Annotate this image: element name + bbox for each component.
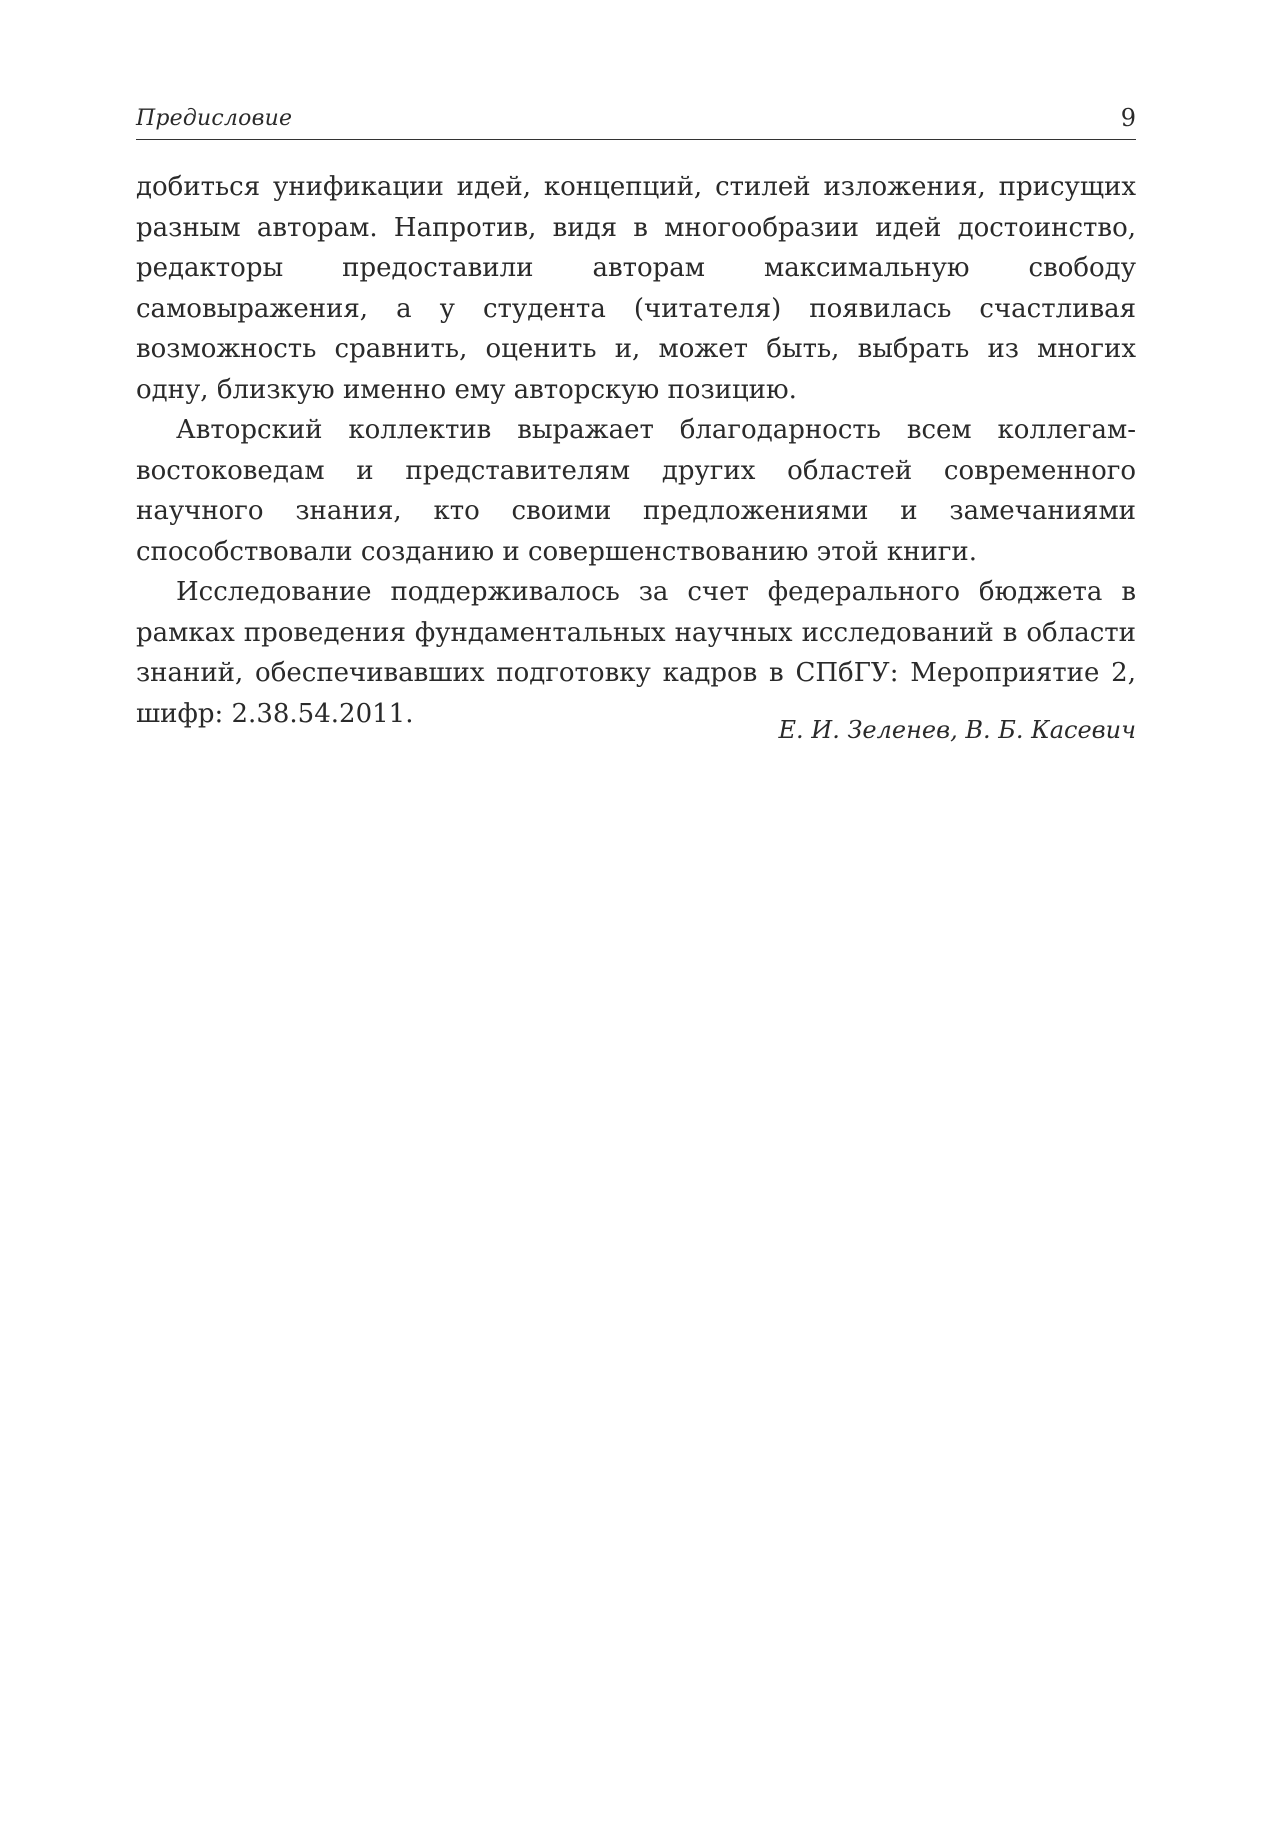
authors-signature: Е. И. Зеленев, В. Б. Касевич	[778, 716, 1136, 744]
paragraph-continued: добиться унификации идей, концепций, стилей изложения, присущих разным авторам. Напротив, видя в многообразии идей достоинство, редакторы предоставили авторам максимальную свободу самовыражения, а у студента (читателя) появилась счастливая возможность сравнить, оценить и, может быть, выбрать из многих одну, близкую именно ему авторскую позицию.	[136, 172, 1136, 405]
header-rule	[136, 139, 1136, 140]
paragraph-funding: Исследование поддерживалось за счет федерального бюджета в рамках проведения фундаментальных научных исследований в области знаний, обеспечивавших подготовку кадров в СПбГУ: Мероприятие 2, шифр: 2.38.54.2011.	[136, 577, 1136, 729]
running-title: Предисловие	[136, 106, 293, 131]
page-number: 9	[1120, 104, 1136, 132]
body-text	[136, 167, 1136, 734]
paragraph-acknowledgement: Авторский коллектив выражает благодарность всем коллегам-востоковедам и представителям других областей современного научного знания, кто своими предложениями и замечаниями способствовали созданию и совершенствованию этой книги.	[136, 415, 1136, 567]
running-head	[136, 98, 1136, 138]
